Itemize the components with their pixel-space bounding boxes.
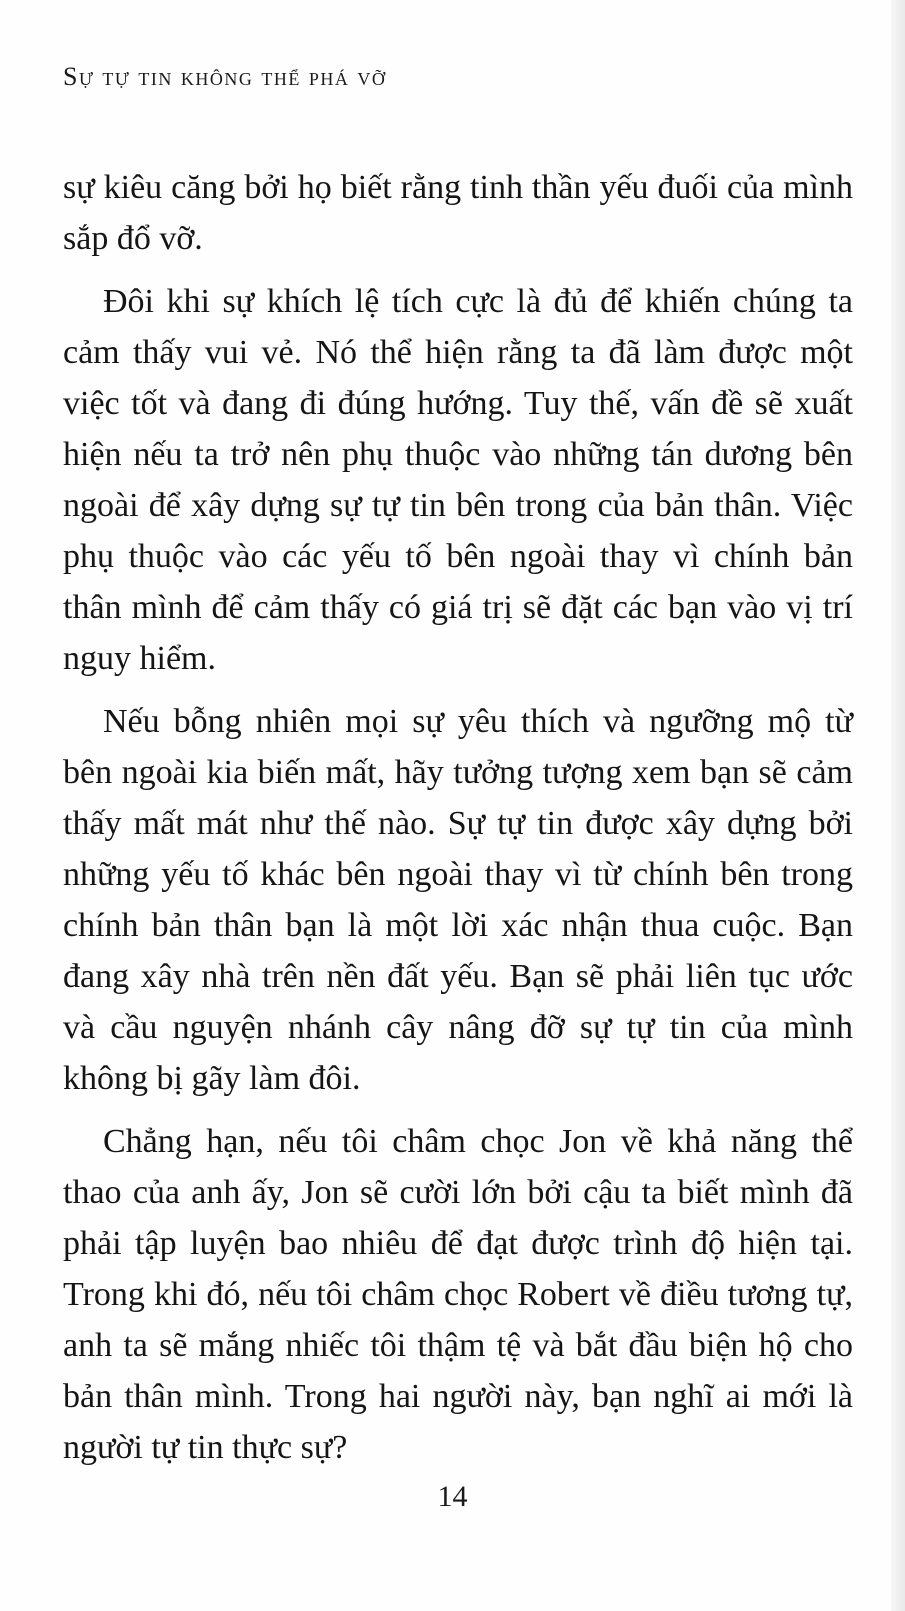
paragraph: Đôi khi sự khích lệ tích cực là đủ để khiến chúng ta cảm thấy vui vẻ. Nó thể hiện rằng ta đã làm được một việc tốt và đang đi đúng hướng. Tuy thế, vấn đề sẽ xuất hiện nếu ta trở nên phụ thuộc vào những tán dương bên ngoài để xây dựng sự tự tin bên trong của bản thân. Việc phụ thuộc vào các yếu tố bên ngoài thay vì chính bản thân mình để cảm thấy có giá trị sẽ đặt các bạn vào vị trí nguy hiểm.	[63, 283, 853, 677]
page-body-text	[63, 162, 853, 1485]
running-header-title: Sự tự tin không thể phá vỡ	[63, 62, 387, 91]
page-number: 14	[437, 1480, 468, 1513]
paragraph: Nếu bỗng nhiên mọi sự yêu thích và ngưỡng mộ từ bên ngoài kia biến mất, hãy tưởng tượng xem bạn sẽ cảm thấy mất mát như thế nào. Sự tự tin được xây dựng bởi những yếu tố khác bên ngoài thay vì từ chính bên trong chính bản thân bạn là một lời xác nhận thua cuộc. Bạn đang xây nhà trên nền đất yếu. Bạn sẽ phải liên tục ước và cầu nguyện nhánh cây nâng đỡ sự tự tin của mình không bị gãy làm đôi.	[63, 703, 853, 1097]
paragraph-continuation: sự kiêu căng bởi họ biết rằng tinh thần yếu đuối của mình sắp đổ vỡ.	[63, 169, 853, 257]
paragraph: Chẳng hạn, nếu tôi châm chọc Jon về khả năng thể thao của anh ấy, Jon sẽ cười lớn bởi cậu ta biết mình đã phải tập luyện bao nhiêu để đạt được trình độ hiện tại. Trong khi đó, nếu tôi châm chọc Robert về điều tương tự, anh ta sẽ mắng nhiếc tôi thậm tệ và bắt đầu biện hộ cho bản thân mình. Trong hai người này, bạn nghĩ ai mới là người tự tin thực sự?	[63, 1123, 853, 1466]
page-edge-shadow	[891, 0, 905, 1611]
